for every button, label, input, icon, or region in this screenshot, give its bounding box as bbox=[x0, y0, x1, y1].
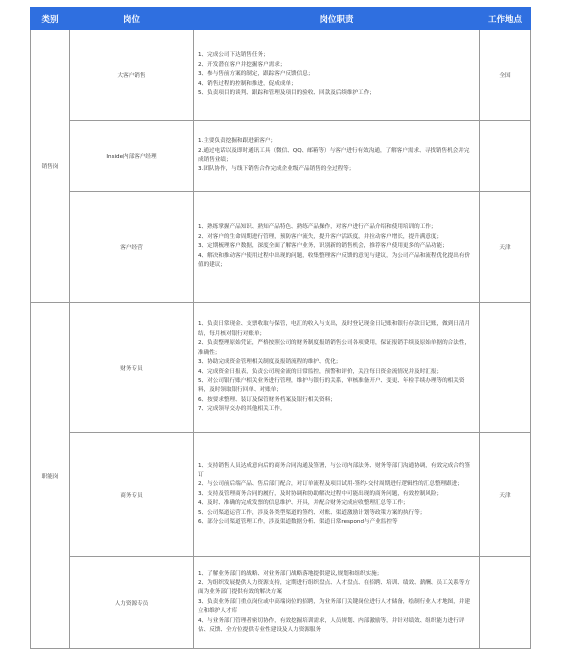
location-cell: 全国 bbox=[480, 30, 531, 121]
location-cell bbox=[480, 303, 531, 433]
header-location: 工作地点 bbox=[480, 8, 531, 30]
header-duties: 岗位职责 bbox=[194, 8, 480, 30]
category-cell: 职能岗 bbox=[31, 303, 70, 649]
duty-line: 3、协助完成资金管理相关制度及报销流程的维护、优化； bbox=[198, 359, 342, 366]
table-row bbox=[31, 192, 531, 303]
duty-line: 1、支持销售人员达成意向后的商务合同沟通及签署，与公司内部法务、财务等部门沟通协调，有效完成合约签订 bbox=[198, 462, 471, 478]
duty-line: 2、负责整理原始凭证，严格按照公司的财务制度报销销售公司各项费用，保证报销手续及原始单据的合法性，准确性； bbox=[198, 340, 471, 356]
duty-line: 3、参与售前方案的制定，跟踪客户反馈信息； bbox=[198, 71, 314, 78]
duties-cell bbox=[194, 433, 480, 557]
location-cell: 天津 bbox=[480, 433, 531, 557]
job-table-sheet bbox=[30, 7, 530, 649]
position-cell: 客户经营 bbox=[70, 192, 194, 303]
duty-line: 1.主要负责挖掘和跟进新客户； bbox=[198, 138, 277, 145]
table-row bbox=[31, 557, 531, 649]
duties-cell bbox=[194, 192, 480, 303]
duty-line: 4、与业务部门管理者密切协作，有效挖掘培训需求，人员规划、内部激励等，并针对绩效、组织能力进行评估、反馈、全方位提供专业性建设及人力资源服务 bbox=[198, 617, 465, 634]
job-table bbox=[30, 7, 531, 649]
duty-line: 4、完成资金日报表，负责公司现金流的日常监控，预警和评价，关注每日资金流情况并及时汇报； bbox=[198, 368, 443, 375]
duty-line: 1、完成公司下达销售任务； bbox=[198, 52, 269, 59]
duty-line: 3、支持及管理商务合同的履行，及时协调和协助解决过程中可能出现的商务问题，有效控制风险； bbox=[198, 490, 443, 497]
position-cell: 大客户销售 bbox=[70, 30, 194, 121]
duty-line: 5、公司渠道运营工作，涉及各类型渠道的签约、对账、渠道激励计划等政策方案的执行等； bbox=[198, 509, 426, 516]
duty-line: 3、负责业务部门重点岗位或中高端岗位的招聘，为业务部门关键岗位进行人才储备，绘制行业人才地图，并建立和维护人才库 bbox=[198, 598, 471, 615]
position-cell: 人力资源专员 bbox=[70, 557, 194, 649]
duty-line: 1、熟练掌握产品知识、熟知产品特色、熟练产品操作，对客户进行产品介绍和使用培训的工作； bbox=[198, 224, 437, 231]
duty-line: 2.通过电话以及即时通讯工具（微信、QQ、邮箱等）与客户进行有效沟通，了解客户需求、寻找销售机会并完成销售业绩； bbox=[198, 147, 470, 163]
duties-cell bbox=[194, 303, 480, 433]
duty-line: 3、定期梳理客户数据，深度全面了解客户业务，识别新的销售机会，推荐客户使用更多的产品功能； bbox=[198, 243, 448, 250]
duty-line: 6、按要求整理、装订及保管财务档案及银行相关资料； bbox=[198, 396, 336, 403]
location-cell bbox=[480, 121, 531, 192]
duties-cell bbox=[194, 121, 480, 192]
table-row bbox=[31, 30, 531, 121]
header-position: 岗位 bbox=[70, 8, 194, 30]
duty-line: 3.团队协作，与线下销售合作完成企业级产品销售的全过程等； bbox=[198, 166, 355, 173]
duties-cell bbox=[194, 557, 480, 649]
duty-line: 2、为组织发展提供人力资源支持，定期进行组织盘点、人才盘点、在招聘、培训、绩效、薪酬、员工关系等方面为业务部门提供有效的解决方案 bbox=[198, 579, 471, 596]
duty-line: 6、部分公司渠道管理工作，涉及渠道数据分析、渠道日常respond与产业监控等 bbox=[198, 519, 398, 526]
duty-line: 2、开发潜在客户并挖掘客户需求； bbox=[198, 61, 286, 68]
duty-line: 4、解决和推动客户使用过程中出现的问题，收集整理客户反馈的意见与建议，为公司产品和流程优化提出有价值的建议； bbox=[198, 252, 471, 269]
header-row bbox=[31, 8, 531, 30]
header-category: 类别 bbox=[31, 8, 70, 30]
duty-line: 2、对客户的生命周期进行管理，预防客户流失，提升客户活跃度，并拉动客户增长，提升满意度； bbox=[198, 233, 443, 240]
position-cell: 财务专员 bbox=[70, 303, 194, 433]
table-row bbox=[31, 433, 531, 557]
duty-line: 1、了解业务部门的战略、对业务部门战略落地提供建议,规划和组织实施； bbox=[198, 570, 383, 577]
table-row bbox=[31, 121, 531, 192]
duty-line: 5、负责项目的谈判、跟踪和管理及项目的验收、回款及后续维护工作； bbox=[198, 90, 375, 97]
table-row bbox=[31, 303, 531, 433]
location-cell bbox=[480, 557, 531, 649]
category-cell: 销售岗 bbox=[31, 30, 70, 303]
duty-line: 4、销售过程的控制和推进，促成成单； bbox=[198, 80, 297, 87]
duty-line: 1、负责日常现金、支票收取与保管，电汇的收入与支出，及时登记现金日记账和银行存款日记账，做到日清月结，每月核对银行对账单； bbox=[198, 321, 471, 337]
location-cell: 天津 bbox=[480, 192, 531, 303]
duties-cell bbox=[194, 30, 480, 121]
duty-line: 5、对公司银行账户相关业务进行管理，维护与银行的关系，审核准备开户、变更、年检手续办理等的相关资料，及时领取银行回单、对账单； bbox=[198, 377, 465, 394]
duty-line: 2、与公司前后端产品、售后部门配合，对订单流程及项目试用-签约-交付周期进行逻辑性的汇总整理跟进； bbox=[198, 481, 463, 488]
duty-line: 7、完成领导交办的其他相关工作。 bbox=[198, 406, 286, 413]
duty-line: 4、及时、准确的完成发票的信息维护、开具，并配合财务完成应收整理汇总等工作； bbox=[198, 500, 409, 507]
position-cell: Inside内部客户经理 bbox=[70, 121, 194, 192]
position-cell: 商务专员 bbox=[70, 433, 194, 557]
